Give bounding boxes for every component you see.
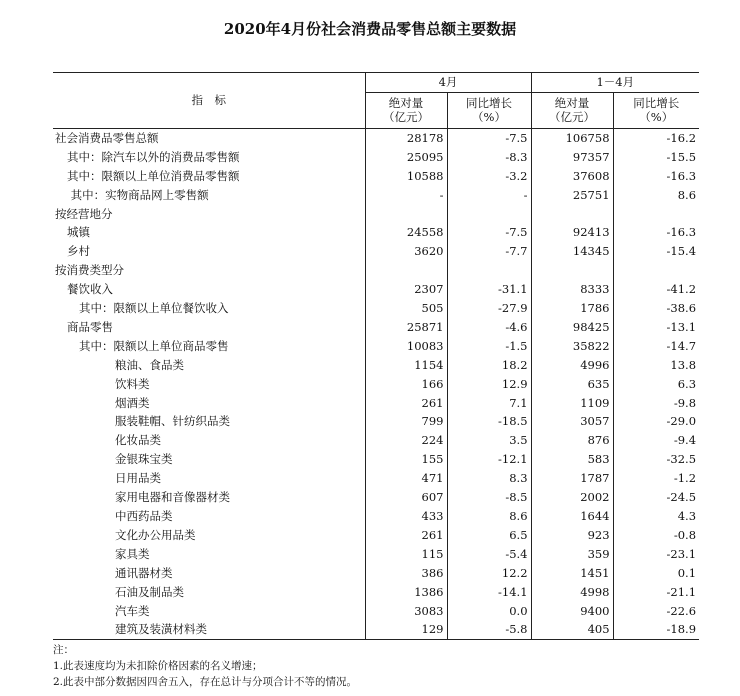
yoy-unit: （%） (639, 110, 674, 125)
row-label: 服装鞋帽、针纺织品类 (115, 414, 230, 429)
table-row (53, 583, 699, 602)
ytd-yoy-value: -1.2 (613, 469, 699, 488)
row-label: 商品零售 (67, 319, 113, 334)
month-abs-value: 607 (365, 488, 447, 507)
row-label: 金银珠宝类 (115, 452, 173, 467)
ytd-yoy-value: -23.1 (613, 545, 699, 564)
ytd-yoy-value (613, 261, 699, 280)
month-yoy-value: -18.5 (447, 412, 531, 431)
yoy-label: 同比增长 (633, 96, 680, 111)
table-row (53, 488, 699, 507)
ytd-abs-value: 923 (531, 526, 613, 545)
ytd-abs-value: 97357 (531, 148, 613, 167)
month-abs-value: 10083 (365, 337, 447, 356)
ytd-yoy-value: -15.5 (613, 148, 699, 167)
month-abs-value: 166 (365, 375, 447, 394)
ytd-abs-value: 405 (531, 620, 613, 639)
row-label: 烟酒类 (115, 395, 150, 410)
table-row (53, 564, 699, 583)
ytd-abs-value: 583 (531, 450, 613, 469)
month-yoy-value: 8.3 (447, 469, 531, 488)
ytd-yoy-value: 6.3 (613, 375, 699, 394)
row-label: 建筑及装潢材料类 (53, 620, 365, 639)
indicator-header: 指 标 (53, 73, 365, 129)
table-row (53, 469, 699, 488)
ytd-yoy-value: -22.6 (613, 602, 699, 621)
ytd-yoy-value: -0.8 (613, 526, 699, 545)
month-yoy-value: 12.2 (447, 564, 531, 583)
row-label: 通讯器材类 (115, 565, 173, 580)
table-row (53, 318, 699, 337)
abs-unit: （亿元） (383, 110, 429, 125)
table-row (53, 205, 699, 224)
month-abs-value: 799 (365, 412, 447, 431)
ytd-yoy-header (613, 92, 699, 128)
ytd-yoy-value: -24.5 (613, 488, 699, 507)
ytd-abs-value: 35822 (531, 337, 613, 356)
month-abs-value: 2307 (365, 280, 447, 299)
ytd-header: 1－4月 (531, 73, 699, 93)
table-row (53, 356, 699, 375)
row-label: 按经营地分 (55, 206, 113, 221)
month-yoy-value: - (447, 186, 531, 205)
month-yoy-value: -31.1 (447, 280, 531, 299)
row-label: 城镇 (67, 225, 90, 240)
ytd-abs-value: 9400 (531, 602, 613, 621)
ytd-yoy-value: -9.8 (613, 394, 699, 413)
ytd-abs-value (531, 205, 613, 224)
month-abs-value (365, 205, 447, 224)
ytd-yoy-value: 8.6 (613, 186, 699, 205)
ytd-yoy-value: -13.1 (613, 318, 699, 337)
ytd-abs-value: 1109 (531, 394, 613, 413)
month-yoy-value: 6.5 (447, 526, 531, 545)
ytd-abs-value: 98425 (531, 318, 613, 337)
ytd-yoy-value: -16.3 (613, 167, 699, 186)
ytd-abs-header (531, 92, 613, 128)
ytd-abs-value: 25751 (531, 186, 613, 205)
month-abs-header (365, 92, 447, 128)
ytd-yoy-value: -29.0 (613, 412, 699, 431)
table-row (53, 186, 699, 205)
month-yoy-value: -7.5 (447, 128, 531, 147)
ytd-yoy-value: -14.7 (613, 337, 699, 356)
month-yoy-value: -5.4 (447, 545, 531, 564)
row-label: 饮料类 (115, 376, 150, 391)
month-abs-value: 3083 (365, 602, 447, 621)
month-abs-value: 24558 (365, 223, 447, 242)
ytd-abs-value: 1644 (531, 507, 613, 526)
ytd-abs-value: 1786 (531, 299, 613, 318)
ytd-yoy-value: -21.1 (613, 583, 699, 602)
ytd-abs-value: 359 (531, 545, 613, 564)
table-row (53, 148, 699, 167)
table-row (53, 620, 699, 639)
row-label: 其中：限额以上单位商品零售 (79, 338, 229, 353)
month-yoy-value: -8.5 (447, 488, 531, 507)
ytd-yoy-value: -15.4 (613, 242, 699, 261)
month-abs-value: 115 (365, 545, 447, 564)
month-abs-value: - (365, 186, 447, 205)
notes (53, 642, 357, 690)
table-row (53, 431, 699, 450)
month-abs-value: 505 (365, 299, 447, 318)
month-abs-value: 261 (365, 526, 447, 545)
row-label: 汽车类 (115, 603, 150, 618)
row-label: 粮油、食品类 (115, 357, 184, 372)
month-yoy-value (447, 205, 531, 224)
ytd-yoy-value (613, 205, 699, 224)
row-label: 其中：除汽车以外的消费品零售额 (67, 149, 240, 164)
row-label: 化妆品类 (115, 433, 161, 448)
month-yoy-value: -8.3 (447, 148, 531, 167)
month-yoy-value: -4.6 (447, 318, 531, 337)
month-yoy-value: 7.1 (447, 394, 531, 413)
row-label: 乡村 (67, 244, 90, 259)
ytd-abs-value: 1787 (531, 469, 613, 488)
month-yoy-value: 3.5 (447, 431, 531, 450)
table-row (53, 280, 699, 299)
table-row (53, 412, 699, 431)
table-row (53, 299, 699, 318)
table-body (53, 128, 699, 639)
row-label: 中西药品类 (115, 509, 173, 524)
row-label: 家用电器和音像器材类 (115, 490, 230, 505)
month-abs-value: 261 (365, 394, 447, 413)
ytd-yoy-value: -38.6 (613, 299, 699, 318)
ytd-abs-value: 37608 (531, 167, 613, 186)
ytd-abs-value: 8333 (531, 280, 613, 299)
row-label: 石油及制品类 (115, 584, 184, 599)
row-label: 其中：限额以上单位餐饮收入 (79, 301, 229, 316)
ytd-yoy-value: 13.8 (613, 356, 699, 375)
table-row (53, 261, 699, 280)
ytd-yoy-value: 0.1 (613, 564, 699, 583)
month-abs-value: 3620 (365, 242, 447, 261)
ytd-abs-value: 3057 (531, 412, 613, 431)
month-abs-value: 129 (365, 620, 447, 639)
row-label: 按消费类型分 (55, 263, 124, 278)
month-abs-value: 433 (365, 507, 447, 526)
month-yoy-value: 8.6 (447, 507, 531, 526)
ytd-yoy-value: -18.9 (613, 620, 699, 639)
month-abs-value (365, 261, 447, 280)
month-yoy-value: -5.8 (447, 620, 531, 639)
retail-sales-table (53, 72, 699, 640)
month-abs-value: 386 (365, 564, 447, 583)
month-yoy-header (447, 92, 531, 128)
ytd-abs-value: 876 (531, 431, 613, 450)
table-row (53, 526, 699, 545)
row-label: 其中：实物商品网上零售额 (70, 187, 209, 202)
row-label: 文化办公用品类 (115, 527, 196, 542)
month-yoy-value: -14.1 (447, 583, 531, 602)
row-label: 日用品类 (115, 471, 161, 486)
table-row (53, 242, 699, 261)
month-abs-value: 28178 (365, 128, 447, 147)
month-yoy-value: -3.2 (447, 167, 531, 186)
ytd-abs-value: 14345 (531, 242, 613, 261)
note-item: 2.此表中部分数据因四舍五入，存在总计与分项合计不等的情况。 (53, 676, 358, 688)
month-abs-value: 1386 (365, 583, 447, 602)
yoy-unit: （%） (472, 110, 506, 125)
month-header: 4月 (365, 73, 531, 93)
abs-unit: （亿元） (549, 110, 596, 125)
table-row (53, 375, 699, 394)
table-row (53, 450, 699, 469)
row-label: 其中：限额以上单位消费品零售额 (67, 168, 240, 183)
month-yoy-value: -12.1 (447, 450, 531, 469)
note-item: 1.此表速度均为未扣除价格因素的名义增速； (53, 660, 263, 672)
ytd-yoy-value: -41.2 (613, 280, 699, 299)
month-abs-value: 25095 (365, 148, 447, 167)
table-row (53, 128, 699, 147)
month-abs-value: 224 (365, 431, 447, 450)
table-row (53, 507, 699, 526)
ytd-abs-value: 4996 (531, 356, 613, 375)
month-yoy-value: 0.0 (447, 602, 531, 621)
ytd-yoy-value: -32.5 (613, 450, 699, 469)
row-label: 餐饮收入 (67, 282, 113, 297)
month-yoy-value: -1.5 (447, 337, 531, 356)
month-abs-value: 25871 (365, 318, 447, 337)
table-row (53, 602, 699, 621)
table-row (53, 223, 699, 242)
month-abs-value: 1154 (365, 356, 447, 375)
ytd-yoy-value: -9.4 (613, 431, 699, 450)
ytd-abs-value: 4998 (531, 583, 613, 602)
row-label: 社会消费品零售总额 (55, 130, 159, 145)
table-row (53, 545, 699, 564)
table-row (53, 337, 699, 356)
yoy-label: 同比增长 (466, 96, 512, 111)
page-title: 2020年4月份社会消费品零售总额主要数据 (223, 20, 517, 38)
ytd-abs-value: 635 (531, 375, 613, 394)
ytd-abs-value: 1451 (531, 564, 613, 583)
abs-label: 绝对量 (554, 96, 590, 111)
ytd-abs-value: 106758 (531, 128, 613, 147)
abs-label: 绝对量 (388, 96, 424, 111)
month-abs-value: 155 (365, 450, 447, 469)
notes-heading: 注： (53, 644, 74, 656)
ytd-abs-value (531, 261, 613, 280)
table-row (53, 167, 699, 186)
month-yoy-value: 18.2 (447, 356, 531, 375)
month-yoy-value: -7.5 (447, 223, 531, 242)
month-yoy-value: 12.9 (447, 375, 531, 394)
table-row (53, 394, 699, 413)
ytd-abs-value: 2002 (531, 488, 613, 507)
ytd-abs-value: 92413 (531, 223, 613, 242)
month-yoy-value (447, 261, 531, 280)
month-abs-value: 471 (365, 469, 447, 488)
month-yoy-value: -7.7 (447, 242, 531, 261)
ytd-yoy-value: -16.2 (613, 128, 699, 147)
ytd-yoy-value: -16.3 (613, 223, 699, 242)
ytd-yoy-value: 4.3 (613, 507, 699, 526)
month-abs-value: 10588 (365, 167, 447, 186)
row-label: 家具类 (115, 546, 150, 561)
month-yoy-value: -27.9 (447, 299, 531, 318)
